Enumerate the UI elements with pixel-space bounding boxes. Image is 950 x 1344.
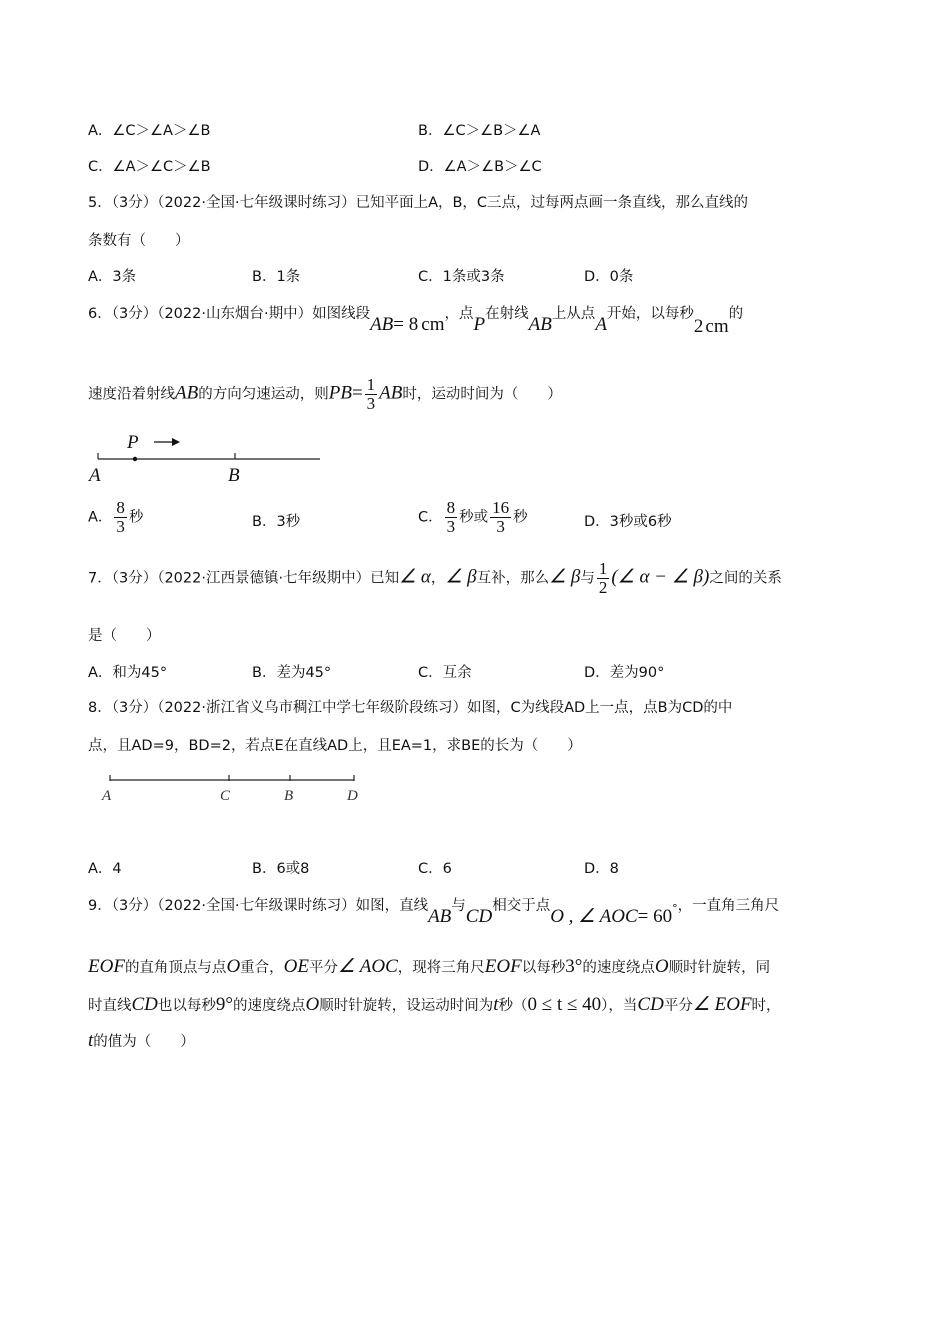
q7-option-c: C．互余 [418,665,472,681]
q9-l3-math-cd2: CD [637,994,664,1015]
q6-frac-num: 1 [366,375,376,394]
q9-l3-speed: 9° [215,994,234,1015]
q7-option-a: A．和为45° [88,665,168,681]
q9-stem-line4 [88,1030,195,1052]
q6-eq-val: = 8 [393,314,419,335]
q6-prefix: 6．（3分）（2022·山东烟台·期中）如图线段 [88,306,371,322]
q9-l3-math-t: t [493,994,499,1015]
q9-l2-t3: 平分 [309,960,338,976]
q4-option-a: A．∠C＞∠A＞∠B [88,123,211,139]
q6-line2-eq: = [351,382,363,404]
q5-option-b: B．1条 [252,269,301,285]
q6-math-ab: AB [370,314,394,335]
q6-stem-line2 [88,376,562,413]
q8-fig-label-c: C [220,788,231,804]
q9-intersect: 相交于点 [492,898,551,914]
q9-triangle: ，一直角三角尺 [677,898,780,914]
q6-arrow-head [172,438,180,446]
q6-math-ab2: AB [528,314,552,335]
q6-fig-label-p: P [127,432,139,453]
q9-stem-line3 [88,993,781,1016]
q6-opt-a-den: 3 [116,516,125,536]
q6-from-point: 上从点 [551,306,596,322]
q9-l2-t4: ，现将三角尺 [397,960,485,976]
q9-l2-t7: 顺时针旋转，同 [668,960,771,976]
q6-point-p [133,457,137,461]
q9-math-o-angle: O , ∠ AOC [550,906,638,927]
q9-l4-t: 的值为（ ） [93,1034,195,1050]
q9-l3-t7: 平分 [663,998,693,1014]
q7-option-b: B．差为45° [252,665,332,681]
q9-l2-speed: 3° [565,956,583,977]
q8-option-c: C．6 [418,861,452,877]
q6-option-b: B．3秒 [252,514,301,530]
q7-math-expr: (∠ α − ∠ β) [611,566,710,588]
q9-l3-t4: 顺时针旋转，设运动时间为 [319,998,494,1014]
q6-opt-c-fraction1 [445,499,458,536]
q6-option-d: D．3秒或6秒 [584,514,672,530]
q6-opt-c-prefix: C． [418,509,443,526]
q7-and: 与 [580,570,595,587]
q9-l3-t5: 秒（ [498,998,528,1014]
q6-fig-label-b: B [228,465,240,486]
q5-option-c: C．1条或3条 [418,269,505,285]
q6-on-ray: 在射线 [485,306,529,322]
q9-l2-math-aoc: ∠ AOC [338,956,398,977]
q9-l2-t5: 以每秒 [521,960,566,976]
q9-l2-math-o: O [226,956,241,977]
q7-frac-num: 1 [598,559,608,578]
q6-fig-label-a: A [89,465,101,486]
q6-start: 开始，以每秒 [606,306,694,322]
q6-line2-math-pb: PB [328,382,352,404]
q7-relation: 之间的关系 [709,570,782,587]
q6-opt-a-num: 8 [116,498,125,517]
q9-l3-t1: 时直线 [88,998,132,1014]
q6-opt-c-num1: 8 [446,498,456,517]
q9-l3-t2: 也以每秒 [157,998,216,1014]
q9-and: 与 [451,898,466,914]
q6-fraction-one-third [365,376,378,413]
q7-stem-line1 [88,560,782,597]
q9-math-cd: CD [465,906,493,927]
q9-math-ab: AB [428,906,452,927]
q7-stem-line2: 是（ ） [88,628,161,644]
q6-line2-text3: 时，运动时间为（ ） [402,386,562,403]
q6-option-a [88,499,143,536]
q7-math-beta: ∠ β [445,566,477,588]
q5-stem-line2: 条数有（ ） [88,233,190,249]
q6-line2-text1: 速度沿着射线 [88,386,175,403]
q6-opt-c-fraction2 [490,499,511,536]
q6-speed-val: 2 [693,316,704,337]
q9-degree: ° [672,902,678,915]
q6-option-c [418,499,528,536]
q6-opt-c-den1: 3 [446,516,456,536]
q7-math-alpha: ∠ α [399,566,431,588]
q6-comma-point: ，点 [444,306,474,322]
q6-opt-a-suffix: 秒 [128,509,144,526]
q9-l2-t2: 重合， [240,960,284,976]
q9-l2-t1: 的直角顶点与点 [124,960,227,976]
q4-option-d: D．∠A＞∠B＞∠C [418,159,542,175]
q9-l3-math-cd: CD [131,994,158,1015]
q9-stem-line2 [88,955,770,978]
q9-prefix: 9．（3分）（2022·全国·七年级课时练习）如图，直线 [88,898,429,914]
q8-fig-label-d: D [347,788,358,804]
q9-l3-math-eof: ∠ EOF [692,994,752,1015]
q6-unit-cm2: cm [705,316,729,337]
q9-l3-t6: ），当 [601,998,638,1014]
q9-l2-math-eof: EOF [88,956,125,977]
q6-of: 的 [728,306,744,322]
q6-line2-math-ab: AB [175,382,199,404]
q7-option-d: D．差为90° [584,665,665,681]
q9-l2-math-o2: O [654,956,669,977]
q8-fig-label-b: B [284,788,294,804]
q6-figure-ray [84,428,329,490]
q6-math-p: P [473,314,486,335]
q6-frac-den: 3 [366,393,376,413]
q6-unit-cm: cm [421,314,445,335]
q7-comma: ， [430,570,446,587]
q7-prefix: 7．（3分）（2022·江西景德镇·七年级期中）已知 [88,570,400,587]
q8-option-b: B．6或8 [252,861,310,877]
q7-fraction-half [597,560,610,597]
q9-l2-math-oe: OE [283,956,309,977]
q4-option-b: B．∠C＞∠B＞∠A [418,123,541,139]
q9-eq-val: = 60 [637,906,673,927]
q8-stem-line1: 8．（3分）（2022·浙江省义乌市稠江中学七年级阶段练习）如图，C为线段AD上一点，点B为CD的中 [88,700,733,716]
q7-frac-den: 2 [598,577,608,597]
q6-opt-a-fraction [114,499,127,536]
q9-l2-math-eof2: EOF [484,956,522,977]
q6-stem-line1 [88,302,744,337]
q6-opt-c-mid: 秒或 [459,509,489,526]
q5-stem-line1: 5．（3分）（2022·全国·七年级课时练习）已知平面上A，B，C三点，过每两点画一条直线，那么直线的 [88,195,749,211]
q8-option-a: A．4 [88,861,122,877]
q8-fig-label-a: A [102,788,112,804]
q9-l3-t3: 的速度绕点 [233,998,306,1014]
q8-stem-line2: 点，且AD=9，BD=2，若点E在直线AD上，且EA=1，求BE的长为（ ） [88,738,582,754]
q9-l3-math-o: O [305,994,320,1015]
q8-figure-segment [98,772,368,808]
q6-line2-text2: 的方向匀速运动，则 [198,386,329,403]
q6-math-a: A [595,314,607,335]
q6-opt-a-prefix: A． [88,509,113,526]
q8-option-d: D．8 [584,861,619,877]
q6-line2-math-ab2: AB [379,382,403,404]
q5-option-d: D．0条 [584,269,634,285]
q7-math-beta2: ∠ β [549,566,581,588]
q6-opt-c-suffix: 秒 [513,509,528,526]
q9-l2-t6: 的速度绕点 [582,960,655,976]
q6-opt-c-num2: 16 [492,498,510,517]
q9-stem-line1 [88,893,780,927]
q9-l3-t8: 时， [751,998,781,1014]
q7-supp: 互补，那么 [476,570,550,587]
q9-l3-range: 0 ≤ t ≤ 40 [527,994,602,1015]
q4-option-c: C．∠A＞∠C＞∠B [88,159,211,175]
q5-option-a: A．3条 [88,269,137,285]
q6-opt-c-den2: 3 [496,516,505,536]
q9-l4-math-t: t [88,1030,94,1051]
